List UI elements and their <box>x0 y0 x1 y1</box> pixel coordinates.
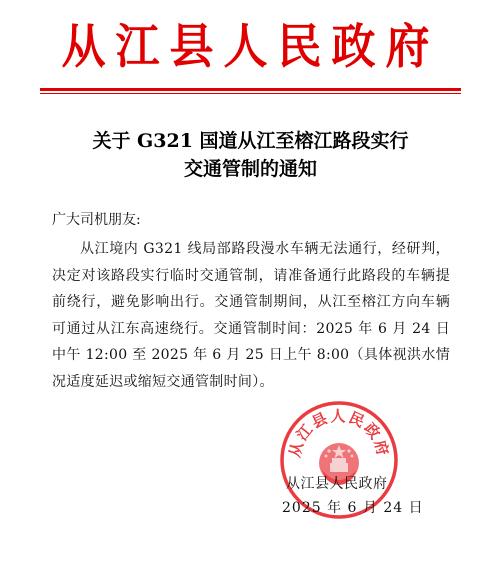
notice-title-line2: 交通管制的通知 <box>183 158 317 180</box>
seal-text: 从江县人民政府 <box>285 407 393 460</box>
signer-name: 从江县人民政府 <box>286 476 388 492</box>
salutation: 广大司机朋友: <box>52 212 141 228</box>
notice-body: 从江境内 G321 线局部路段漫水车辆无法通行，经研判，决定对该路段实行临时交通管制，请准备通行此路段的车辆提前绕行，避免影响出行。交通管制期间，从江至榕江方向车辆可通过从江东高速绕行。交通管制时间：2025 年 6 月 24 日中午 12:00 至 2025 年 6 月 25 日上午 8:00（具体视洪水情况适度延迟或缩短交通管制时间）。 <box>52 241 450 390</box>
signature-date: 2025 年 6 月 24 日 <box>282 500 424 516</box>
notice-title-line1: 关于 G321 国道从江至榕江路段实行 <box>92 130 409 152</box>
org-name-header: 从江县人民政府 <box>61 19 440 75</box>
header-thin-rule <box>40 93 461 94</box>
header-thick-rule <box>40 88 461 91</box>
